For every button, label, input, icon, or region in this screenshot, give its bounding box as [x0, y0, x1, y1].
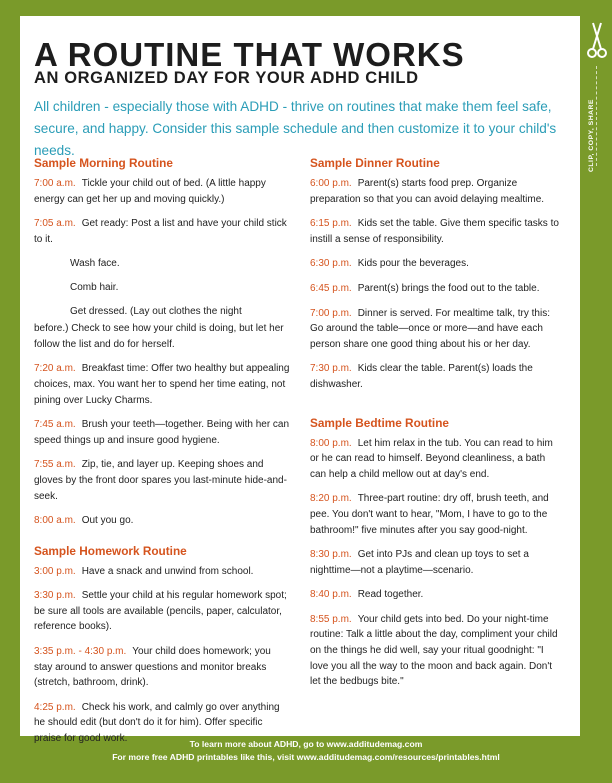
entry-text: Out you go. — [81, 515, 134, 527]
routine-entry — [310, 612, 564, 690]
scissors-icon[interactable] — [586, 20, 608, 60]
entry-time: 8:30 p.m. — [310, 549, 352, 561]
entry-text: Dinner is served. For mealtime talk, try this: Go around the table—once or more—and have each person share one good thing about his or her day. — [310, 307, 550, 350]
routine-entry — [34, 513, 290, 529]
entry-text: Get into PJs and clean up toys to set a nighttime—not a playtime—scenario. — [310, 549, 529, 576]
routine-entry — [34, 457, 290, 504]
entry-time: 6:00 p.m. — [310, 178, 352, 189]
clip-copy-share-label: CLIP, COPY, SHARE — [588, 99, 595, 172]
entry-time: 8:55 p.m. — [310, 613, 352, 625]
intro-paragraph: All children - especially those with ADHD - thrive on routines that make them feel safe, secure, and happy. Consider this sample schedule and then customize it to your child's needs. — [34, 99, 557, 158]
entry-time: 8:00 p.m. — [310, 437, 352, 449]
routine-entry — [34, 588, 290, 635]
footer-line-printables[interactable]: For more free ADHD printables like this, visit www.additudemag.com/resources/printables.html — [112, 752, 500, 762]
checklist-step: Comb hair. — [70, 281, 119, 293]
routine-entry — [310, 176, 564, 207]
entry-text: Check his work, and calmly go over anything he should edit (but don't do it for him). Offer specific praise for good work. — [34, 701, 280, 745]
entry-time: 4:25 p.m. — [34, 701, 76, 713]
footer — [0, 738, 612, 764]
routine-entry — [310, 547, 564, 578]
routine-entry — [310, 491, 564, 538]
entry-text: Your child does homework; you stay around to answer questions and monitor breaks (stretch, bathroom, drink). — [34, 646, 271, 689]
entry-time: 6:30 p.m. — [310, 258, 352, 270]
routine-entry — [310, 436, 564, 483]
entry-time: 8:00 a.m. — [34, 515, 76, 527]
routine-entry — [310, 587, 564, 603]
bedtime-routine-heading: Sample Bedtime Routine — [310, 415, 449, 430]
dinner-routine-heading: Sample Dinner Routine — [310, 156, 440, 170]
checklist-step-continued: before.) Check to see how your child is doing, but let her follow the list and do for herself. — [34, 323, 284, 350]
page-subtitle: AN ORGANIZED DAY FOR YOUR ADHD CHILD — [34, 69, 419, 87]
entry-text: Tickle your child out of bed. (A little happy energy can get her up and moving quickly.) — [34, 178, 266, 205]
routine-entry — [310, 361, 564, 392]
routine-entry — [34, 564, 290, 580]
entry-time: 6:15 p.m. — [310, 218, 352, 230]
entry-text: Zip, tie, and layer up. Keeping shoes and gloves by the front door spares you last-minute hide-and-seek. — [34, 459, 287, 502]
routine-entry — [310, 306, 564, 353]
entry-time: 7:05 a.m. — [34, 218, 76, 230]
entry-text: Let him relax in the tub. You can read to him or he can read to himself. Beyond cleanliness, a bath can help a child mellow out at day's end. — [310, 437, 553, 480]
entry-time: 6:45 p.m. — [310, 282, 352, 294]
routine-entry — [34, 176, 290, 207]
routine-entry — [34, 644, 290, 691]
entry-text: Get ready: Post a list and have your child stick to it. — [34, 218, 287, 245]
entry-time: 8:20 p.m. — [310, 493, 352, 505]
page-title: A ROUTINE THAT WORKS — [34, 36, 465, 73]
entry-text: Kids set the table. Give them specific tasks to instill a sense of responsibility. — [310, 218, 559, 245]
entry-text: Parent(s) brings the food out to the table. — [357, 282, 540, 294]
morning-routine-heading: Sample Morning Routine — [34, 156, 173, 170]
checklist-step: Get dressed. (Lay out clothes the night — [70, 305, 242, 317]
entry-time: 7:55 a.m. — [34, 459, 76, 471]
checklist-step: Wash face. — [70, 258, 120, 270]
entry-time: 8:40 p.m. — [310, 589, 352, 601]
entry-time: 3:35 p.m. - 4:30 p.m. — [34, 646, 127, 658]
entry-text: Read together. — [357, 589, 424, 601]
entry-time: 7:00 p.m. — [310, 307, 352, 319]
entry-text: Brush your teeth—together. Being with her can speed things up and insure good hygiene. — [34, 419, 290, 446]
homework-routine-heading: Sample Homework Routine — [34, 543, 187, 558]
footer-line-learn-more[interactable]: To learn more about ADHD, go to www.additudemag.com — [189, 739, 423, 749]
cut-line — [596, 66, 597, 166]
routine-entry — [34, 417, 290, 448]
entry-text: Kids clear the table. Parent(s) loads the dishwasher. — [310, 363, 533, 390]
right-column — [310, 156, 564, 699]
left-column — [34, 156, 290, 756]
entry-text: Settle your child at his regular homework spot; be sure all tools are available (pencils, paper, calculator, reference books). — [34, 590, 287, 633]
entry-text: Have a snack and unwind from school. — [81, 565, 254, 577]
entry-time: 3:00 p.m. — [34, 565, 76, 577]
routine-entry — [34, 216, 290, 247]
routine-entry — [310, 281, 564, 297]
entry-text: Parent(s) starts food prep. Organize preparation so that you can avoid delaying mealtime. — [310, 178, 545, 205]
routine-entry — [310, 216, 564, 247]
entry-time: 7:45 a.m. — [34, 419, 76, 431]
entry-text: Three-part routine: dry off, brush teeth, and pee. You don't want to hear, "Mom, I have to go to the bathroom!" five minutes after you say good-night. — [310, 493, 549, 536]
entry-time: 3:30 p.m. — [34, 590, 76, 602]
entry-text: Kids pour the beverages. — [357, 258, 469, 270]
entry-time: 7:20 a.m. — [34, 363, 76, 375]
entry-time: 7:30 p.m. — [310, 363, 352, 375]
routine-entry — [310, 256, 564, 272]
entry-text: Your child gets into bed. Do your night-time routine: Talk a little about the day, compliment your child on the things he did well, say your ritual goodnight: "I love you all the way to the moon and back again. Don't let the bedbugs bite." — [310, 613, 558, 688]
entry-text: Breakfast time: Offer two healthy but appealing choices, max. You want her to spend her time eating, not pining over Lucky Charms. — [34, 363, 290, 406]
routine-entry — [34, 361, 290, 408]
entry-time: 7:00 a.m. — [34, 178, 76, 189]
